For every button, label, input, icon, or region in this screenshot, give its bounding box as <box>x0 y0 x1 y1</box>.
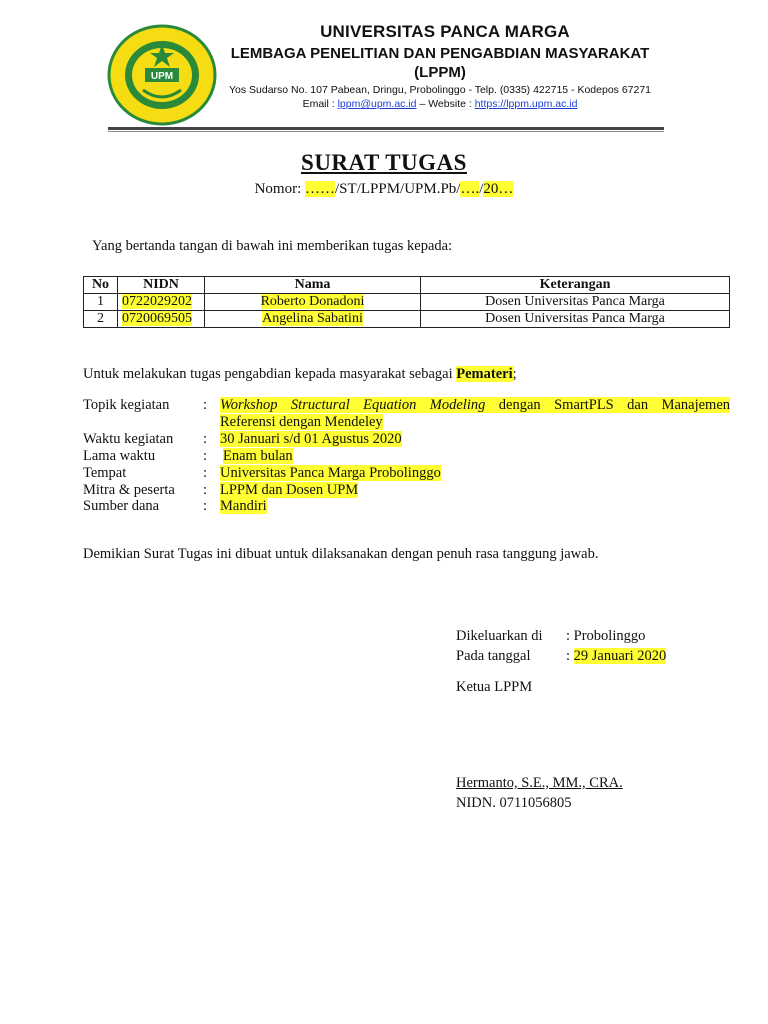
cell-nidn: 0722029202 <box>122 294 192 309</box>
university-logo <box>107 24 217 126</box>
header-rule-thick <box>108 127 664 130</box>
sumber-value: Mandiri <box>220 498 267 514</box>
email-label: Email : <box>302 98 338 110</box>
mitra-label: Mitra & peserta <box>83 482 175 498</box>
nomor-part-2: /ST/LPPM/UPM.Pb/ <box>335 181 461 197</box>
cell-keterangan: Dosen Universitas Panca Marga <box>421 294 730 311</box>
nomor-part-3: …. <box>460 181 480 197</box>
date-colon: : <box>566 648 574 664</box>
header-no: No <box>84 277 118 294</box>
institute-abbrev: (LPPM) <box>414 64 466 81</box>
date-value: 29 Januari 2020 <box>573 648 667 664</box>
topik-rest: dengan SmartPLS dan Manajemen <box>485 397 731 413</box>
header-nama: Nama <box>205 277 421 294</box>
waktu-label: Waktu kegiatan <box>83 431 174 447</box>
website-label: – Website : <box>416 98 475 110</box>
mitra-value: LPPM dan Dosen UPM <box>220 482 359 498</box>
sumber-label: Sumber dana <box>83 498 160 514</box>
personnel-table <box>83 276 730 328</box>
table-row <box>84 294 730 311</box>
lama-value: Enam bulan <box>223 448 293 464</box>
purpose-role: Pemateri <box>456 366 513 382</box>
waktu-value: 30 Januari s/d 01 Agustus 2020 <box>220 431 402 447</box>
signer-name: Hermanto, S.E., MM., CRA. <box>456 775 623 791</box>
issued-date <box>456 648 666 665</box>
lama-colon: : <box>203 448 208 464</box>
closing-text: Demikian Surat Tugas ini dibuat untuk dilaksanakan dengan penuh rasa tanggung jawab. <box>83 546 599 562</box>
university-name: UNIVERSITAS PANCA MARGA <box>320 22 570 41</box>
cell-nama: Angelina Sabatini <box>262 311 363 326</box>
website-link[interactable]: https://lppm.upm.ac.id <box>474 98 578 110</box>
letter-number <box>0 181 768 198</box>
issued-value: : Probolinggo <box>566 628 646 644</box>
purpose-main: Untuk melakukan tugas pengabdian kepada masyarakat sebagai <box>83 366 457 382</box>
detail-tempat <box>83 465 730 482</box>
detail-mitra <box>83 482 730 499</box>
tempat-colon: : <box>203 465 208 481</box>
cell-nama: Roberto Donadoni <box>260 294 365 309</box>
cell-no: 2 <box>84 311 118 328</box>
detail-topik <box>83 397 730 431</box>
issued-place <box>456 628 645 645</box>
mitra-colon: : <box>203 482 208 498</box>
institute-address: Yos Sudarso No. 107 Pabean, Dringu, Probolinggo - Telp. (0335) 422715 - Kodepos 67271 <box>228 84 652 96</box>
topik-label: Topik kegiatan <box>83 397 170 413</box>
detail-waktu <box>83 431 730 448</box>
date-label: Pada tanggal <box>456 648 531 664</box>
letterhead <box>220 22 660 110</box>
purpose-end: ; <box>512 366 517 382</box>
cell-nidn: 0720069505 <box>122 311 192 326</box>
sumber-colon: : <box>203 498 208 514</box>
tempat-label: Tempat <box>83 465 127 481</box>
detail-sumber <box>83 498 730 515</box>
issued-label: Dikeluarkan di <box>456 628 543 644</box>
cell-keterangan: Dosen Universitas Panca Marga <box>421 311 730 328</box>
signer-nidn: NIDN. 0711056805 <box>456 795 572 811</box>
header-rule-thin <box>108 131 664 132</box>
signer-position: Ketua LPPM <box>456 679 533 695</box>
header-nidn: NIDN <box>118 277 205 294</box>
table-row <box>84 311 730 328</box>
nomor-part-4: / <box>479 181 484 197</box>
header-keterangan: Keterangan <box>421 277 730 294</box>
email-link[interactable]: lppm@upm.ac.id <box>337 98 417 110</box>
purpose-text <box>83 366 517 383</box>
institute-name: LEMBAGA PENELITIAN DAN PENGABDIAN MASYARAKAT <box>230 45 650 62</box>
detail-lama <box>83 448 730 465</box>
topik-colon: : <box>203 397 208 413</box>
lama-label: Lama waktu <box>83 448 156 464</box>
nomor-part-5: 20… <box>483 181 514 197</box>
cell-no: 1 <box>84 294 118 311</box>
table-header-row <box>84 277 730 294</box>
tempat-value: Universitas Panca Marga Probolinggo <box>220 465 441 481</box>
contact-line <box>220 98 660 110</box>
logo-upm-text: UPM <box>150 71 174 82</box>
intro-text: Yang bertanda tangan di bawah ini memberikan tugas kepada: <box>92 238 453 254</box>
waktu-colon: : <box>203 431 208 447</box>
nomor-label: Nomor: <box>254 181 306 197</box>
topik-italic: Workshop Structural Equation Modeling <box>220 397 486 413</box>
document-title: SURAT TUGAS <box>301 150 467 175</box>
nomor-part-1: …… <box>305 181 336 197</box>
topik-line-2: Referensi dengan Mendeley <box>220 413 383 430</box>
